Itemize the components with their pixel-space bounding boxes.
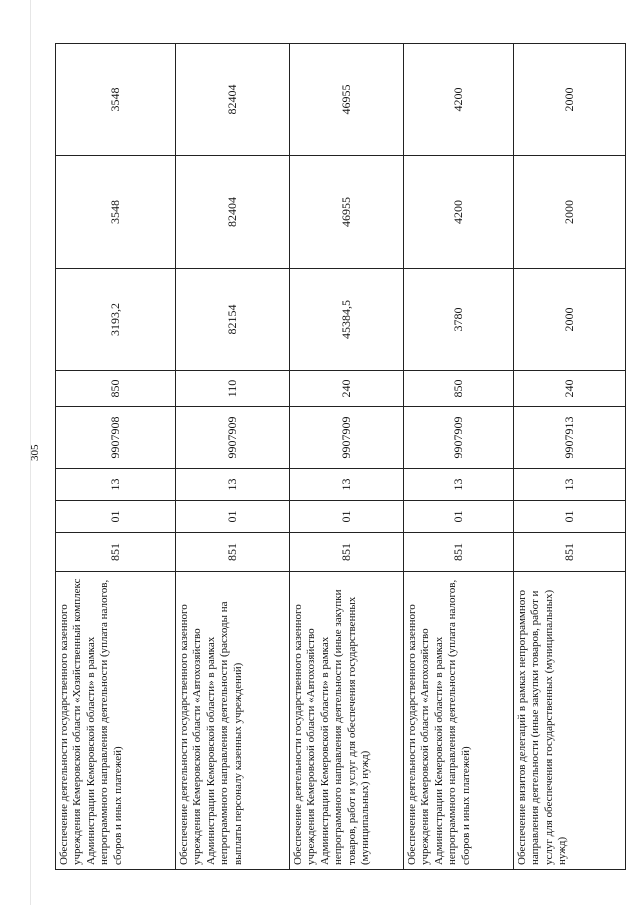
amount-2: 3548 [56,156,176,269]
subsection-code: 13 [514,469,626,501]
subsection-code: 13 [176,469,290,501]
target-code: 9907909 [404,407,514,469]
expense-type-code: 850 [404,371,514,407]
amount-3: 82404 [176,44,290,156]
target-code: 9907909 [176,407,290,469]
target-code: 9907913 [514,407,626,469]
amount-1: 3193,2 [56,269,176,371]
ministry-code: 851 [404,533,514,572]
section-code: 01 [514,501,626,533]
section-code: 01 [56,501,176,533]
section-code: 01 [290,501,404,533]
section-code: 01 [176,501,290,533]
table-row [290,44,404,870]
subsection-code: 13 [404,469,514,501]
amount-2: 46955 [290,156,404,269]
expense-type-code: 240 [514,371,626,407]
expense-type-code: 110 [176,371,290,407]
amount-3: 2000 [514,44,626,156]
ministry-code: 851 [56,533,176,572]
amount-1: 45384,5 [290,269,404,371]
page-number: 305 [29,444,41,461]
budget-table [55,43,626,870]
row-description: Обеспечение деятельности государственного казенного учреждения Кемеровской области «Хозяйственный комплекс Администрации Кемеровской области» в рамках непрограммного направления деятельности (уплата налогов, сборов и иных платежей) [56,572,176,870]
amount-2: 2000 [514,156,626,269]
table-row [404,44,514,870]
amount-1: 2000 [514,269,626,371]
row-description: Обеспечение деятельности государственного казенного учреждения Кемеровской области «Автохозяйство Администрации Кемеровской области» в рамках непрограммного направления деятельности (уплата налогов, сборов и иных платежей) [404,572,514,870]
amount-1: 82154 [176,269,290,371]
rotated-table-container [55,44,625,870]
section-code: 01 [404,501,514,533]
amount-3: 4200 [404,44,514,156]
row-description: Обеспечение визитов делегаций в рамках непрограммного направления деятельности (иные закупки товаров, работ и услуг для обеспечения государственных (муниципальных) нужд) [514,572,626,870]
amount-1: 3780 [404,269,514,371]
subsection-code: 13 [290,469,404,501]
amount-2: 82404 [176,156,290,269]
table-row [56,44,176,870]
ministry-code: 851 [290,533,404,572]
ministry-code: 851 [176,533,290,572]
amount-3: 3548 [56,44,176,156]
ministry-code: 851 [514,533,626,572]
amount-2: 4200 [404,156,514,269]
row-description: Обеспечение деятельности государственного казенного учреждения Кемеровской области «Автохозяйство Администрации Кемеровской области» в рамках непрограммного направления деятельности (иные закупки товаров, работ и услуг для обеспечения государственных (муниципальных) нужд) [290,572,404,870]
table-row [514,44,626,870]
table-row [176,44,290,870]
subsection-code: 13 [56,469,176,501]
target-code: 9907908 [56,407,176,469]
expense-type-code: 240 [290,371,404,407]
row-description: Обеспечение деятельности государственного казенного учреждения Кемеровской области «Автохозяйство Администрации Кемеровской области» в рамках непрограммного направления деятельности (расходы на выплаты персоналу казенных учреждений) [176,572,290,870]
expense-type-code: 850 [56,371,176,407]
amount-3: 46955 [290,44,404,156]
target-code: 9907909 [290,407,404,469]
